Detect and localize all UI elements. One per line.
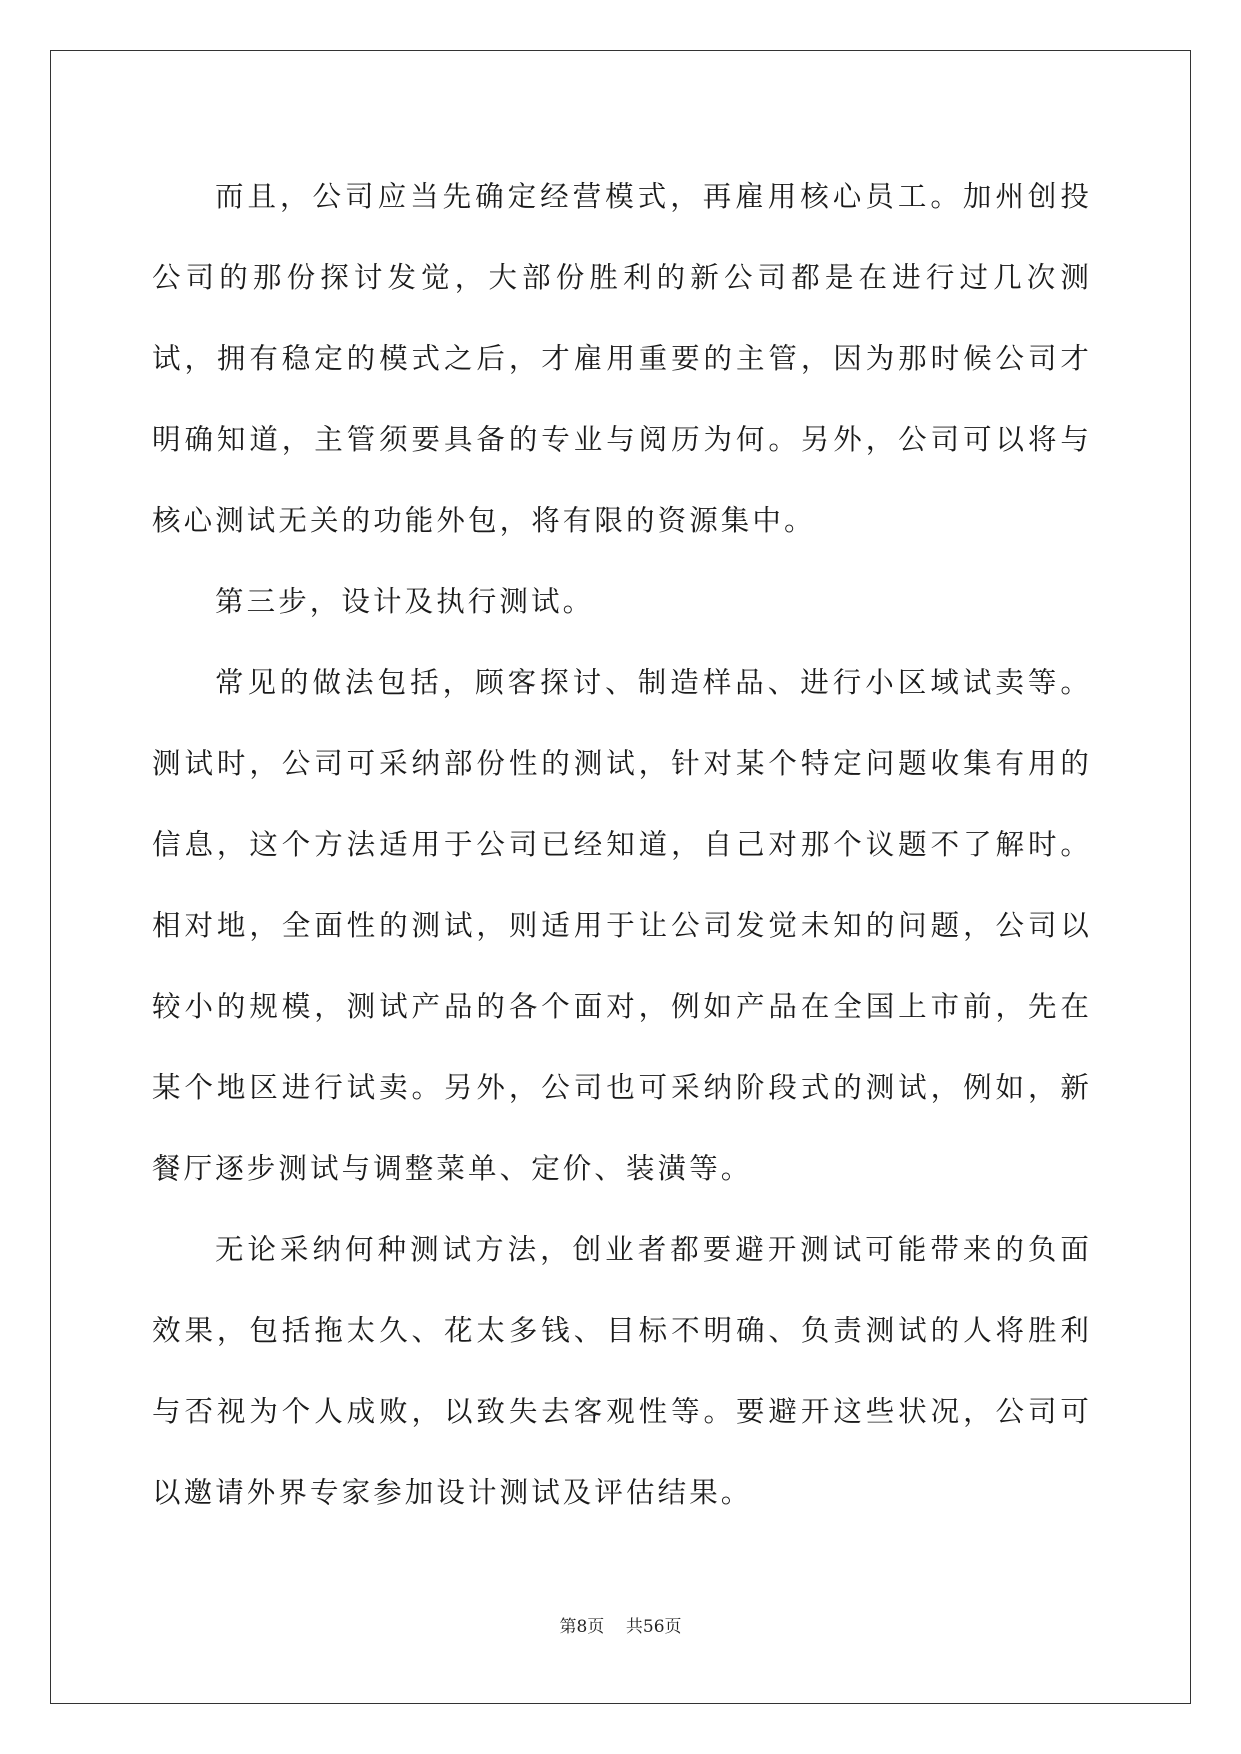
paragraph: 常见的做法包括，顾客探讨、制造样品、进行小区域试卖等。测试时，公司可采纳部份性的测试，针对某个特定问题收集有用的信息，这个方法适用于公司已经知道，自己对那个议题不了解时。相对地，全面性的测试，则适用于让公司发觉未知的问题，公司以较小的规模，测试产品的各个面对，例如产品在全国上市前，先在某个地区进行试卖。另外，公司也可采纳阶段式的测试，例如，新餐厅逐步测试与调整菜单、定价、装潢等。 bbox=[152, 666, 1092, 1185]
paragraph: 而且，公司应当先确定经营模式，再雇用核心员工。加州创投公司的那份探讨发觉，大部份胜利的新公司都是在进行过几次测试，拥有稳定的模式之后，才雇用重要的主管，因为那时候公司才明确知道，主管须要具备的专业与阅历为何。另外，公司可以将与核心测试无关的功能外包，将有限的资源集中。 bbox=[152, 180, 1092, 537]
page-total: 共56页 bbox=[625, 1617, 682, 1637]
paragraph: 第三步，设计及执行测试。 bbox=[215, 585, 595, 618]
paragraph: 无论采纳何种测试方法，创业者都要避开测试可能带来的负面效果，包括拖太久、花太多钱、目标不明确、负责测试的人将胜利与否视为个人成败，以致失去客观性等。要避开这些状况，公司可以邀请外界专家参加设计测试及评估结果。 bbox=[152, 1233, 1092, 1509]
page-footer bbox=[0, 1612, 1241, 1637]
page-number: 第8页 bbox=[559, 1617, 605, 1637]
document-body bbox=[152, 156, 1092, 1533]
